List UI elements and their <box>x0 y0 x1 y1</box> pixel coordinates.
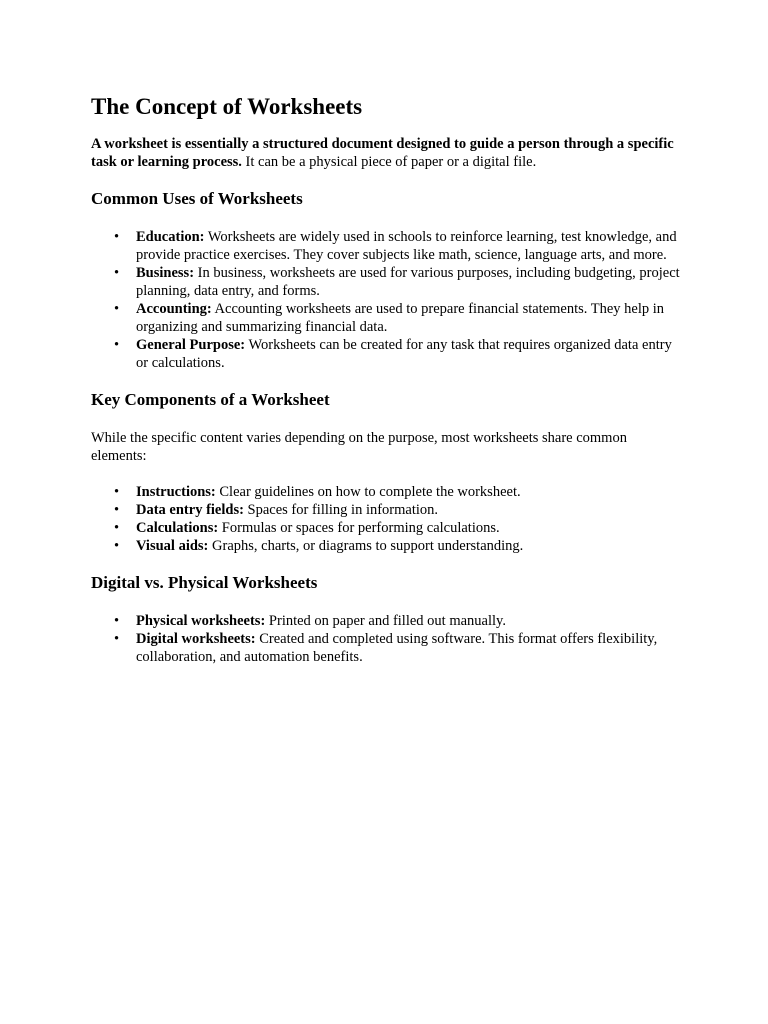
digital-vs-physical-list <box>91 612 681 666</box>
list-item-term: Accounting: <box>136 301 212 317</box>
list-item <box>136 264 681 300</box>
list-item-term: General Purpose: <box>136 337 246 353</box>
page-title: The Concept of Worksheets <box>91 94 363 119</box>
list-item <box>136 228 681 264</box>
common-uses-list <box>91 228 681 372</box>
section-heading-common-uses: Common Uses of Worksheets <box>91 189 303 208</box>
list-item-text: Accounting worksheets are used to prepare financial statements. They help in organizing and summarizing financial data. <box>136 301 665 335</box>
list-item-text: Created and completed using software. This format offers flexibility, collaboration, and automation benefits. <box>136 631 658 665</box>
section-heading-digital-vs-physical: Digital vs. Physical Worksheets <box>91 573 318 592</box>
list-item-term: Business: <box>136 265 195 281</box>
list-item-text: Formulas or spaces for performing calculations. <box>218 520 500 536</box>
list-item-term: Digital worksheets: <box>136 631 256 647</box>
list-item-term: Physical worksheets: <box>136 613 266 629</box>
list-item-text: In business, worksheets are used for various purposes, including budgeting, project planning, data entry, and forms. <box>136 265 680 299</box>
list-item-term: Education: <box>136 229 205 245</box>
key-components-list <box>91 483 681 555</box>
key-components-paragraph: While the specific content varies depending on the purpose, most worksheets share common elements: <box>91 430 627 464</box>
list-item-text: Graphs, charts, or diagrams to support understanding. <box>208 538 524 554</box>
list-item-text: Worksheets are widely used in schools to reinforce learning, test knowledge, and provide practice exercises. They cover subjects like math, science, language arts, and more. <box>136 229 677 263</box>
list-item-term: Data entry fields: <box>136 502 244 518</box>
list-item <box>136 336 681 372</box>
list-item-text: Printed on paper and filled out manually. <box>265 613 506 629</box>
list-item <box>136 501 681 519</box>
list-item-text: Clear guidelines on how to complete the worksheet. <box>215 484 521 500</box>
intro-bold-text: A worksheet is essentially a structured document designed to guide a person through a specific task or learning process. <box>91 136 674 170</box>
list-item <box>136 612 681 630</box>
list-item <box>136 630 681 666</box>
intro-rest-text: It can be a physical piece of paper or a digital file. <box>241 154 537 170</box>
list-item-term: Instructions: <box>136 484 216 500</box>
section-heading-key-components: Key Components of a Worksheet <box>91 390 330 409</box>
list-item <box>136 537 681 555</box>
list-item <box>136 300 681 336</box>
list-item-text: Worksheets can be created for any task that requires organized data entry or calculations. <box>136 337 672 371</box>
list-item-text: Spaces for filling in information. <box>243 502 439 518</box>
list-item <box>136 483 681 501</box>
list-item <box>136 519 681 537</box>
list-item-term: Visual aids: <box>136 538 209 554</box>
list-item-term: Calculations: <box>136 520 219 536</box>
document-page <box>91 92 681 666</box>
intro-paragraph <box>91 135 681 171</box>
